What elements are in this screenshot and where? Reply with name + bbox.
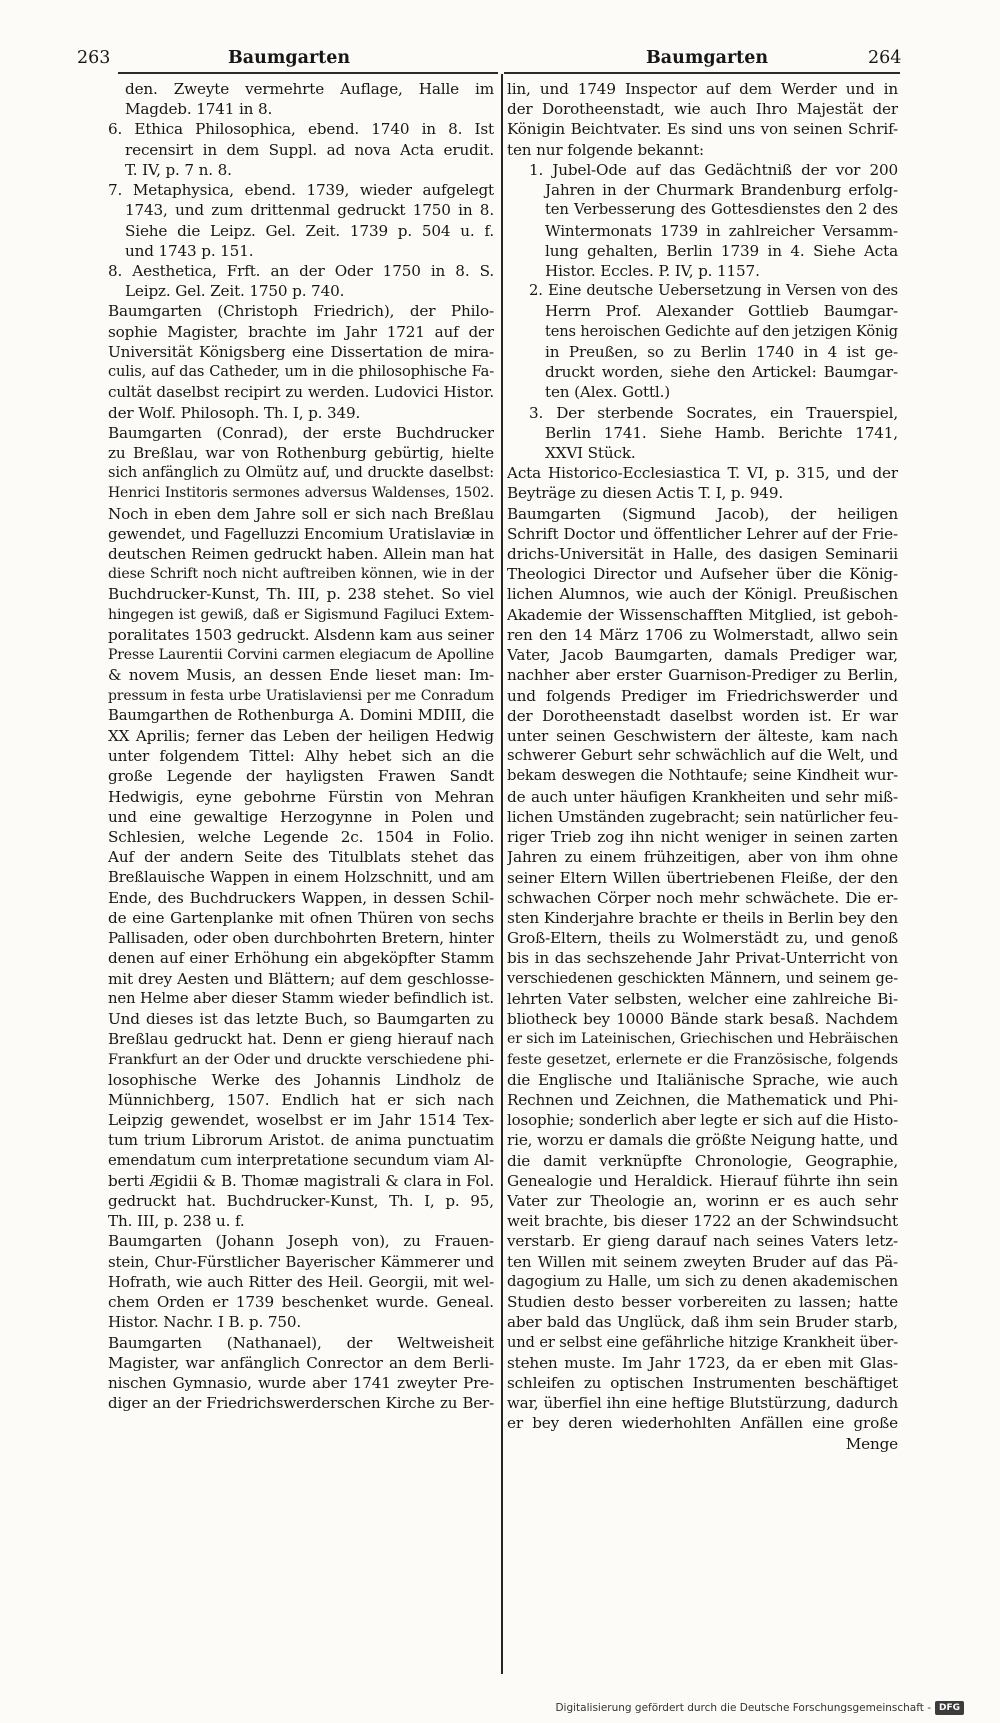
- right-column-line: Königin Beichtvater. Es sind uns von seinen Schrif-: [507, 120, 898, 139]
- right-column-line: er sich im Lateinischen, Griechischen und Hebräischen: [507, 1031, 898, 1048]
- left-column-line: Buchdrucker-Kunst, Th. III, p. 238 stehet. So viel: [108, 585, 494, 604]
- right-column-line: lichen Umständen zugebracht; sein natürlicher feu-: [507, 807, 898, 826]
- left-column-line: culis, auf das Catheder, um in die philosophische Fa-: [108, 363, 494, 381]
- left-column-line: Magdeb. 1741 in 8.: [125, 100, 273, 119]
- left-column-line: de eine Gartenplanke mit ofnen Thüren von sechs: [108, 908, 494, 927]
- left-column-line: Breßlau gedruckt hat. Denn er gieng hierauf nach: [108, 1030, 494, 1049]
- right-column-line: aber bald das Unglück, daß ihm sein Bruder starb,: [507, 1313, 898, 1332]
- left-column-line: Ende, des Buchdruckers Wappen, in dessen Schil-: [108, 888, 494, 907]
- left-column-line: Leipzig gewendet, woselbst er im Jahr 1514 Tex-: [108, 1111, 494, 1130]
- right-column-line: und er selbst eine gefährliche hitzige Krankheit über-: [507, 1333, 898, 1351]
- right-column-line: war, überfiel ihn eine heftige Blutstürzung, dadurch: [507, 1394, 898, 1413]
- right-column-line: verstarb. Er gieng darauf nach seines Vaters letz-: [507, 1232, 898, 1251]
- right-column-line: lin, und 1749 Inspector auf dem Werder und in: [507, 80, 898, 98]
- page-number-left: 263: [77, 48, 111, 68]
- right-column-line: Baumgarten (Sigmund Jacob), der heiligen: [507, 504, 898, 523]
- left-column-line: chem Orden er 1739 beschenket wurde. Geneal.: [108, 1293, 494, 1312]
- right-column-line: Jahren zu einem frühzeitigen, aber von ihm ohne: [507, 848, 898, 867]
- right-column-line: Histor. Eccles. P. IV, p. 1157.: [545, 261, 760, 280]
- right-column-line: ten (Alex. Gottl.): [545, 383, 671, 402]
- header-rule-right: [504, 72, 900, 74]
- right-column-line: feste gesetzet, erlernete er die Französische, folgends: [507, 1051, 898, 1068]
- right-column-line: Groß-Eltern, theils zu Wolmerstädt zu, und genoß: [507, 929, 898, 948]
- left-column-line: Henrici Institoris sermones adversus Waldenses, 1502.: [108, 485, 494, 502]
- digitization-credit: [555, 1700, 964, 1716]
- left-column-line: 6. Ethica Philosophica, ebend. 1740 in 8. Ist: [108, 120, 494, 139]
- right-column-line: Akademie der Wissenschafften Mitglied, ist geboh-: [507, 605, 898, 624]
- left-column-line: berti Ægidii & B. Thomæ magistrali & clara in Fol.: [108, 1171, 494, 1190]
- left-column-line: Presse Laurentii Corvini carmen elegiacum de Apolline: [108, 647, 494, 664]
- left-column-line: tum trium Librorum Aristot. de anima punctuatim: [108, 1131, 494, 1150]
- right-column-line: druckt worden, siehe den Artickel: Baumgar-: [545, 363, 898, 382]
- right-column-line: Acta Historico-Ecclesiastica T. VI, p. 315, und der: [507, 464, 898, 483]
- right-column-line: seiner Eltern Willen übertriebenen Fleiße, der den: [507, 868, 898, 887]
- right-column-line: lung gehalten, Berlin 1739 in 4. Siehe Acta: [545, 241, 898, 260]
- left-column-line: Baumgarten (Johann Joseph von), zu Frauen-: [108, 1232, 494, 1251]
- right-column-line: Studien desto besser vorbereiten zu lassen; hatte: [507, 1293, 898, 1312]
- right-text-column: [507, 79, 898, 1454]
- right-column-line: Beyträge zu diesen Actis T. I, p. 949.: [507, 484, 784, 503]
- left-column-line: hingegen ist gewiß, daß er Sigismund Fagiluci Extem-: [108, 606, 494, 623]
- left-column-line: mit drey Aesten und Blättern; auf dem geschlosse-: [108, 969, 494, 988]
- right-column-line: Wintermonats 1739 in zahlreicher Versamm-: [545, 221, 898, 240]
- left-column-line: nischen Gymnasio, wurde aber 1741 zweyter Pre-: [108, 1374, 494, 1392]
- right-column-line: drichs-Universität in Halle, des dasigen Seminarii: [507, 545, 898, 564]
- right-column-line: Vater zur Theologie an, worinn er es auch sehr: [507, 1192, 898, 1211]
- left-column-line: deutschen Reimen gedruckt haben. Allein man hat: [108, 545, 494, 564]
- right-column-line: lehrten Vater selbsten, welcher eine zahlreiche Bi-: [507, 989, 898, 1008]
- left-column-line: Münnichberg, 1507. Endlich hat er sich nach: [108, 1090, 494, 1109]
- right-column-line: 1. Jubel-Ode auf das Gedächtniß der vor 200: [529, 160, 898, 179]
- right-column-line: Rechnen und Zeichnen, die Mathematick und Phi-: [507, 1090, 898, 1109]
- left-column-line: pressum in festa urbe Uratislaviensi per me Conradum: [108, 687, 494, 704]
- left-column-line: und 1743 p. 151.: [125, 241, 254, 260]
- right-column-line: XXVI Stück.: [545, 443, 636, 462]
- left-column-line: unter folgendem Tittel: Alhy hebet sich an die: [108, 747, 494, 766]
- right-column-line: bis in das sechszehende Jahr Privat-Unterricht von: [507, 949, 898, 968]
- left-column-line: Noch in eben dem Jahre soll er sich nach Breßlau: [108, 504, 494, 523]
- right-column-line: ren den 14 März 1706 zu Wolmerstadt, allwo sein: [507, 625, 898, 644]
- right-column-line: der Dorotheenstadt daselbst worden ist. Er war: [507, 706, 898, 725]
- left-column-line: Siehe die Leipz. Gel. Zeit. 1739 p. 504 u. f.: [125, 221, 494, 240]
- left-column-line: Baumgarten (Conrad), der erste Buchdrucker: [108, 423, 494, 442]
- left-column-line: Baumgarten (Christoph Friedrich), der Philo-: [108, 302, 494, 321]
- right-column-line: Menge: [845, 1434, 898, 1453]
- right-column-line: bekam deswegen die Nothtaufe; seine Kindheit wur-: [507, 767, 898, 785]
- left-column-line: & novem Musis, an dessen Ende lieset man: Im-: [108, 666, 494, 685]
- left-column-line: emendatum cum interpretatione secundum viam Al-: [108, 1151, 494, 1169]
- right-column-line: unter seinen Geschwistern der älteste, kam nach: [507, 727, 898, 745]
- right-column-line: schwerer Geburt sehr schwächlich auf die Welt, und: [507, 747, 898, 765]
- left-column-line: Leipz. Gel. Zeit. 1750 p. 740.: [125, 282, 345, 301]
- left-column-line: und eine gewaltige Herzogynne in Polen und: [108, 807, 494, 826]
- left-column-line: Baumgarthen de Rothenburga A. Domini MDIII, die: [108, 706, 494, 724]
- left-column-line: Histor. Nachr. I B. p. 750.: [108, 1313, 302, 1332]
- left-column-line: 7. Metaphysica, ebend. 1739, wieder aufgelegt: [108, 181, 494, 200]
- right-column-line: nachher aber erster Guarnison-Prediger zu Berlin,: [507, 666, 898, 685]
- left-column-line: stein, Chur-Fürstlicher Bayerischer Kämmerer und: [108, 1252, 494, 1271]
- right-column-line: stehen muste. Im Jahr 1723, da er eben mit Glas-: [507, 1353, 898, 1372]
- left-column-line: 1743, und zum drittenmal gedruckt 1750 in 8.: [125, 201, 494, 220]
- left-column-line: recensirt in dem Suppl. ad nova Acta erudit.: [125, 140, 494, 159]
- right-column-line: Schrift Doctor und öffentlicher Lehrer auf der Frie-: [507, 524, 898, 543]
- right-column-line: sten Kinderjahre brachte er theils in Berlin bey den: [507, 908, 898, 927]
- right-column-line: die Englische und Italiänische Sprache, wie auch: [507, 1070, 898, 1089]
- right-column-line: Genealogie und Heraldick. Hierauf führte ihn sein: [507, 1171, 898, 1190]
- left-column-line: cultät daselbst recipirt zu werden. Ludovici Histor.: [108, 383, 494, 402]
- left-column-line: 8. Aesthetica, Frft. an der Oder 1750 in 8. S.: [108, 261, 494, 280]
- right-column-line: ten Verbesserung des Gottesdienstes den 2 des: [545, 201, 898, 219]
- left-column-line: Hofrath, wie auch Ritter des Heil. Georgii, mit wel-: [108, 1272, 494, 1291]
- left-column-line: XX Aprilis; ferner das Leben der heiligen Hedwig: [108, 727, 494, 745]
- right-column-line: dagogium zu Halle, um sich zu denen akademischen: [507, 1272, 898, 1290]
- right-column-line: Berlin 1741. Siehe Hamb. Berichte 1741,: [545, 423, 898, 442]
- right-column-line: riger Trieb zog ihn nicht weniger in seinen zarten: [507, 828, 898, 847]
- left-column-line: der Wolf. Philosoph. Th. I, p. 349.: [108, 403, 361, 422]
- left-column-line: nen Helme aber dieser Stamm wieder befindlich ist.: [108, 989, 494, 1007]
- left-column-line: Auf der andern Seite des Titulblats stehet das: [108, 848, 494, 867]
- right-column-line: Jahren in der Churmark Brandenburg erfolg-: [545, 181, 898, 200]
- right-column-line: tens heroischen Gedichte auf den jetzigen König: [545, 322, 898, 340]
- right-column-line: lichen Alumnos, wie auch der Königl. Preußischen: [507, 585, 898, 604]
- right-column-line: die damit verknüpfte Chronologie, Geographie,: [507, 1151, 898, 1170]
- left-column-line: sophie Magister, brachte im Jahr 1721 auf der: [108, 322, 494, 341]
- left-column-line: Frankfurt an der Oder und druckte verschiedene phi-: [108, 1051, 494, 1068]
- right-column-line: und folgends Prediger im Friedrichswerder und: [507, 686, 898, 705]
- left-column-line: sich anfänglich zu Olmütz auf, und druckte daselbst:: [108, 464, 494, 482]
- left-column-line: diese Schrift noch nicht auftreiben können, wie in der: [108, 566, 494, 583]
- left-column-line: Th. III, p. 238 u. f.: [108, 1212, 245, 1231]
- column-divider: [501, 74, 503, 1674]
- header-rule-left: [118, 72, 498, 74]
- right-column-line: ten Willen mit seinem zweyten Bruder auf das Pä-: [507, 1252, 898, 1271]
- left-column-line: große Legende der hayligsten Frawen Sandt: [108, 767, 494, 786]
- right-column-line: er bey deren wiederhohlten Anfällen eine große: [507, 1414, 898, 1433]
- left-column-line: gewendet, und Fagelluzzi Encomium Uratislaviæ in: [108, 524, 494, 543]
- right-column-line: Vater, Jacob Baumgarten, damals Prediger war,: [507, 646, 898, 665]
- right-column-line: rie, worzu er damals die größte Neigung hatte, und: [507, 1131, 898, 1150]
- left-column-line: losophische Werke des Johannis Lindholz de: [108, 1070, 494, 1089]
- page-number-right: 264: [868, 48, 902, 68]
- right-column-line: ten nur folgende bekannt:: [507, 140, 705, 159]
- right-column-line: Theologici Director und Aufseher über die König-: [507, 565, 898, 584]
- right-column-line: verschiedenen geschickten Männern, und seinem ge-: [507, 969, 898, 987]
- left-column-line: Schlesien, welche Legende 2c. 1504 in Folio.: [108, 828, 494, 847]
- left-column-line: gedruckt hat. Buchdrucker-Kunst, Th. I, p. 95,: [108, 1192, 494, 1211]
- dfg-logo: DFG: [935, 1701, 964, 1715]
- left-column-line: den. Zweyte vermehrte Auflage, Halle im: [125, 80, 494, 98]
- right-column-line: Herrn Prof. Alexander Gottlieb Baumgar-: [545, 302, 898, 321]
- credit-text: Digitalisierung gefördert durch die Deutsche Forschungsgemeinschaft -: [555, 1702, 931, 1714]
- left-column-line: Pallisaden, oder oben durchbohrten Bretern, hinter: [108, 929, 494, 948]
- right-column-line: weit brachte, bis dieser 1722 an der Schwindsucht: [507, 1212, 898, 1231]
- right-column-line: 3. Der sterbende Socrates, ein Trauerspiel,: [529, 403, 898, 422]
- left-column-line: Universität Königsberg eine Dissertation de mira-: [108, 342, 494, 361]
- right-column-line: bliotheck bey 10000 Bände stark besaß. Nachdem: [507, 1010, 898, 1029]
- left-column-line: Hedwigis, eyne gebohrne Fürstin von Mehran: [108, 787, 494, 806]
- left-column-line: Baumgarten (Nathanael), der Weltweisheit: [108, 1333, 494, 1352]
- left-column-line: Magister, war anfänglich Conrector an dem Berli-: [108, 1353, 494, 1372]
- left-column-line: zu Breßlau, war von Rothenburg gebürtig, hielte: [108, 443, 494, 462]
- running-head-left: Baumgarten: [228, 48, 351, 68]
- right-column-line: losophie; sonderlich aber legte er sich auf die Histo-: [507, 1111, 898, 1130]
- left-column-line: diger an der Friedrichswerderschen Kirche zu Ber-: [108, 1394, 494, 1413]
- left-column-line: Breßlauische Wappen in einem Holzschnitt, und am: [108, 868, 494, 886]
- left-column-line: poralitates 1503 gedruckt. Alsdenn kam aus seiner: [108, 625, 494, 644]
- right-column-line: schwachen Cörper noch mehr schwächete. Die er-: [507, 888, 898, 907]
- right-column-line: schleifen zu optischen Instrumenten beschäftiget: [507, 1374, 898, 1392]
- right-column-line: 2. Eine deutsche Uebersetzung in Versen von des: [529, 282, 898, 300]
- right-column-line: de auch unter häufigen Krankheiten und sehr miß-: [507, 787, 898, 806]
- right-column-line: in Preußen, so zu Berlin 1740 in 4 ist ge-: [545, 342, 898, 361]
- running-head-right: Baumgarten: [646, 48, 769, 68]
- left-text-column: [108, 79, 494, 1413]
- right-column-line: der Dorotheenstadt, wie auch Ihro Majestät der: [507, 100, 898, 119]
- left-column-line: Und dieses ist das letzte Buch, so Baumgarten zu: [108, 1010, 494, 1029]
- left-column-line: T. IV, p. 7 n. 8.: [125, 160, 232, 179]
- left-column-line: denen auf einer Erhöhung ein abgeköpfter Stamm: [108, 949, 494, 968]
